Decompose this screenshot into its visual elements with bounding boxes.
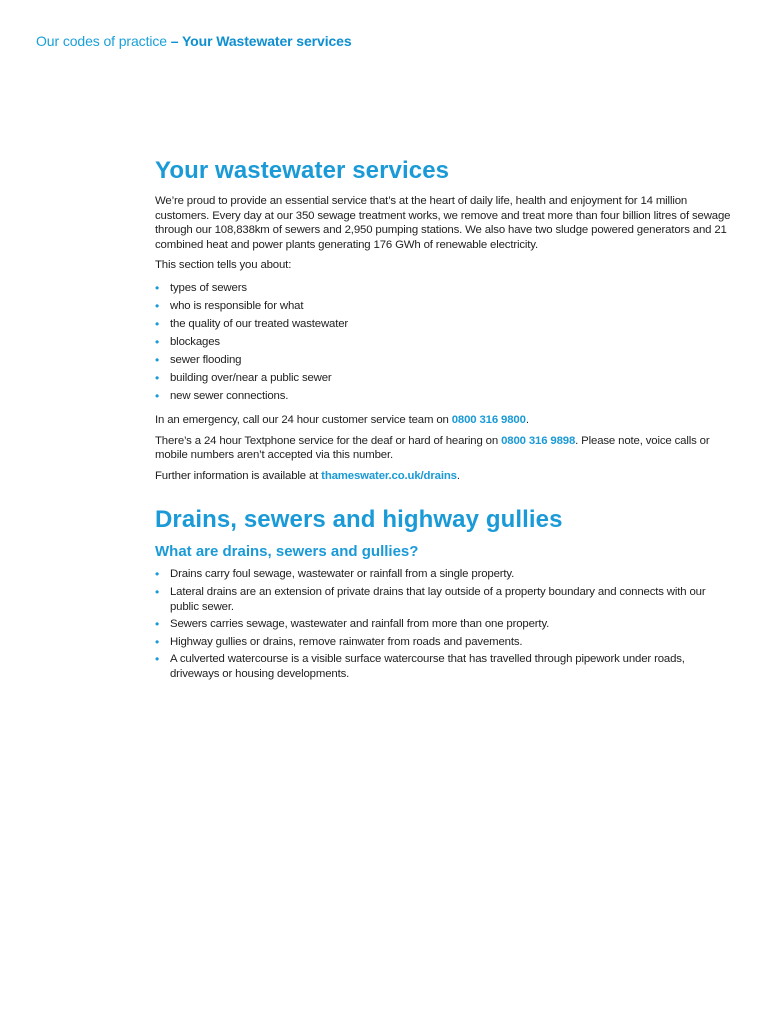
list-item: • who is responsible for what [155,298,304,313]
section-title-drains: Drains, sewers and highway gullies [155,506,563,534]
bullet-icon: • [155,316,160,331]
topics-list [155,279,735,405]
running-header-prefix: Our codes of practice [36,33,167,49]
textphone-phone-link[interactable]: 0800 316 9898 [501,434,576,447]
running-header [36,33,352,49]
list-item: • Drains carry foul sewage, wastewater or rainfall from a single property. [155,567,515,582]
list-item: • building over/near a public sewer [155,370,332,385]
list-item: • types of sewers [155,280,247,295]
bullet-icon: • [155,617,160,632]
list-item: • Lateral drains are an extension of private drains that lay outside of a property boundary and connects with our public sewer. [155,584,706,613]
textphone-paragraph: There’s a 24 hour Textphone service for the deaf or hard of hearing on 0800 316 9898. Please note, voice calls or mobile numbers aren’t accepted via this number. [155,434,710,462]
section-title-wastewater: Your wastewater services [155,157,450,184]
drains-list [155,567,735,681]
section-spacer [155,489,735,505]
main-content [155,156,735,690]
bullet-icon: • [155,352,160,367]
list-item: • A culverted watercourse is a visible surface watercourse that has travelled through pipework under roads, driveways or housing developments. [155,652,685,680]
section-subtitle: What are drains, sewers and gullies? [155,543,419,561]
bullet-icon: • [155,652,160,667]
list-item: • Highway gullies or drains, remove rainwater from roads and pavements. [155,634,523,649]
bullet-icon: • [155,370,160,385]
bullet-icon: • [155,298,160,313]
drains-website-link[interactable]: thameswater.co.uk/drains [321,469,457,482]
list-item: • the quality of our treated wastewater [155,316,349,331]
bullet-icon: • [155,334,160,349]
running-header-section: Your Wastewater services [181,33,352,49]
emergency-paragraph: In an emergency, call our 24 hour customer service team on 0800 316 9800. [155,413,529,426]
running-header-separator: – [166,33,182,49]
emergency-phone-link[interactable]: 0800 316 9800 [451,413,526,426]
list-intro: This section tells you about: [155,259,292,272]
list-item: • Sewers carries sewage, wastewater and rainfall from more than one property. [155,617,550,632]
list-item: • blockages [155,334,220,349]
bullet-icon: • [155,388,160,403]
further-info-paragraph: Further information is available at thameswater.co.uk/drains. [155,469,460,482]
intro-paragraph: We’re proud to provide an essential service that’s at the heart of daily life, health and enjoyment for 14 million customers. Every day at our 350 sewage treatment works, we remove and treat more than four billion litres of sewage through our 108,838km of sewers and 2,950 pumping stations. We also have two sludge powered generators and 21 combined heat and power plants generating 176 GWh of renewable electricity. [155,195,731,251]
list-item: • sewer flooding [155,352,242,367]
bullet-icon: • [155,634,160,649]
bullet-icon: • [155,584,160,599]
bullet-icon: • [155,567,160,582]
bullet-icon: • [155,280,160,295]
list-item: • new sewer connections. [155,388,289,403]
